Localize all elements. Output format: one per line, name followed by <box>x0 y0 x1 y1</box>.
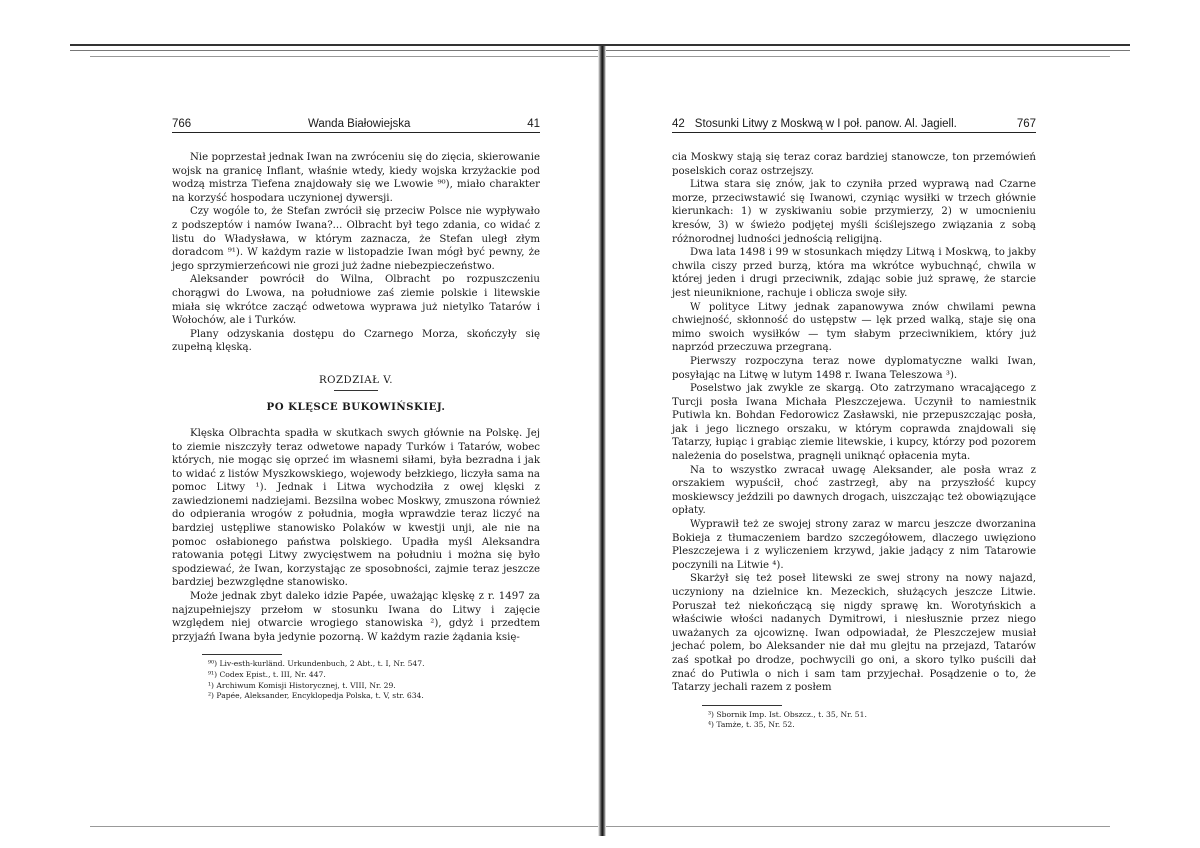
paragraph: Może jednak zbyt daleko idzie Papée, uważając klęskę z r. 1497 za najzupełniejszy przełom w stosunku Iwana do Litwy i zajęcie względem niej otwarcie wrogiego stanowiska ²), gdyż i przedtem przyjaźń Iwana była jedynie pozorną. W każdym razie żądania księ- <box>172 591 540 643</box>
paragraph: Litwa stara się znów, jak to czyniła przed wyprawą nad Czarne morze, przeciwstawić się Iwanowi, czyniąc wysiłki w trzech głównie kierunkach: 1) w zyskiwaniu sobie przymierzy, 2) w umocnieniu kresów, 3) w świeżo podjętej myśli ściślejszego związania z sobą różnorodnej ludności jednością religijną. <box>672 179 1036 245</box>
footnote: ⁴) Tamże, t. 35, Nr. 52. <box>708 720 795 730</box>
right-page-running-title: Stosunki Litwy z Moskwą w I poł. panow. Al. Jagiell. <box>694 118 957 130</box>
footnote: ⁹¹) Codex Epist., t. III, Nr. 447. <box>208 670 326 679</box>
paragraph: cia Moskwy stają się teraz coraz bardziej stanowcze, ton przemówień poselskich coraz ostrzejszy. <box>672 152 1036 177</box>
paragraph: Aleksander powrócił do Wilna, Olbracht po rozpuszczeniu chorągwi do Lwowa, na południowe zaś ziemie polskie i litewskie miała się wkrótce zacząć odwetowa wyprawa już nietylko Tatarów i Wołochów, ale i Turków. <box>172 274 540 327</box>
paragraph: Nie poprzestał jednak Iwan na zwróceniu się do zięcia, skierowanie wojsk na granicę Inflant, właśnie wtedy, kiedy wojska krzyżackie pod wodzą mistrza Tiefena znajdowały się we Lwowie ⁹⁰), miało charakter na korzyść hospodara uczynionej dywersji. <box>172 152 540 204</box>
paragraph: Skarżył się też poseł litewski ze swej strony na nowy najazd, uczyniony na dzielnice kn. Mezeckich, służących jeszcze Litwie. Poruszał też niekończącą się nigdy sprawę kn. Worotyńskich a właściwie włości nadanych Dymitrowi, i niesłusznie przez niego uważanych za ojcowiznę. Iwan odpowiadał, że Pleszczejew musiał jechać polem, bo Aleksander nie dał mu glejtu na przejazd, Tatarów zaś spotkał po drodze, pochwycili go oni, a skoro tylko puścili dał znać do Putiwla o nich i sam tam przyjechał. Posądzenie o to, że Tatarzy jechali razem z posłem <box>672 573 1036 694</box>
left-page-author: Wanda Białowiejska <box>307 118 411 130</box>
left-page-header <box>172 118 540 133</box>
chapter-divider <box>334 390 378 391</box>
right-page <box>672 118 1036 731</box>
paragraph: W polityce Litwy jednak zapanowywa znów chwilami pewna chwiejność, skłonność do ustępstw — lęk przed walką, staje się ona mimo swoich wysiłków — tym słabym przeciwnikiem, który już naprzód przeczuwa przegraną. <box>672 301 1036 354</box>
paragraph: Na to wszystko zwracał uwagę Aleksander, ale posła wraz z orszakiem wypuścił, choć zastrzegł, aby na przyszłość kupcy moskiewscy jeździli po dawnych drogach, uiszczając też obowiązujące opłaty. <box>672 464 1036 517</box>
paragraph: Wyprawił też ze swojej strony zaraz w marcu jeszcze dworzanina Bokieja z tłumaczeniem bardzo szczegółowem, dlaczego uwięziono Pleszczejewa i z wyliczeniem krzywd, jakie jadący z nim Tatarowie poczynili na Litwie ⁴). <box>672 519 1036 571</box>
paragraph: Poselstwo jak zwykle ze skargą. Oto zatrzymano wracającego z Turcji posła Iwana Michała Pleszczejewa. Uczynił to namiestnik Putiwla kn. Bohdan Fedorowicz Zasławski, nie przepuszczając posła, jak i jego licznego orszaku, w którym coprawda znajdowali się Tatarzy, łupiąc i grabiąc ziemie litewskie, i kupcy, którzy pod pozorem należenia do poselstwa, pragnęli uniknąć opłacenia myta. <box>672 383 1036 463</box>
footnote: ²) Papée, Aleksander, Encyklopedja Polska, t. V, str. 634. <box>208 691 424 701</box>
right-page-header <box>672 118 1036 133</box>
footnote-divider <box>702 705 782 706</box>
left-page <box>172 118 540 702</box>
paragraph: Pierwszy rozpoczyna teraz nowe dyplomatyczne walki Iwan, posyłając na Litwę w lutym 1498 r. Iwana Teleszowa ³). <box>672 355 1036 381</box>
right-page-number-inner: 42 <box>672 118 685 130</box>
chapter-heading: ROZDZIAŁ V. <box>318 374 394 386</box>
right-page-number-outer: 767 <box>1016 118 1036 130</box>
footnote: ¹) Archiwum Komisji Historycznej, t. VIII, Nr. 29. <box>208 680 396 690</box>
paragraph: Dwa lata 1498 i 99 w stosunkach między Litwą i Moskwą, to jakby chwila ciszy przed burzą, która ma wkrótce wybuchnąć, chwila w której jeden i drugi przeciwnik, zdając sobie już sprawę, że starcie jest nieuniknione, rachuje i oblicza swoje siły. <box>672 247 1036 299</box>
chapter-subtitle: PO KLĘSCE BUKOWIŃSKIEJ. <box>266 400 446 413</box>
right-footnotes <box>672 710 1036 731</box>
paragraph: Klęska Olbrachta spadła w skutkach swych głównie na Polskę. Jej to ziemie niszczyły teraz odwetowe napady Turków i Tatarów, wobec których, nie mogąc się oprzeć im własnemi siłami, była bezradna i jak to widać z listów Myszkowskiego, wojewody bełzkiego, liczyła sama na pomoc Litwy ¹). Jednak i Litwa wychodziła z owej klęski z zawiedzionemi nadziejami. Bezsilna wobec Moskwy, zmuszona również do odpierania wrogów z południa, mogła wprawdzie teraz liczyć na bardziej ustępliwe stanowisko Polaków w kwestji unji, ale nie na pomoc osłabionego państwa polskiego. Upadła myśl Aleksandra ratowania potęgi Litwy zwycięstwem na południu i można się było spodziewać, że Iwan, korzystając ze sposobności, zajmie teraz jeszcze bardziej bezwzględne stanowisko. <box>172 427 540 589</box>
book-gutter <box>598 46 606 836</box>
paragraph: Plany odzyskania dostępu do Czarnego Morza, skończyły się zupełną klęską. <box>172 328 540 354</box>
left-page-number-outer: 766 <box>172 118 192 130</box>
left-page-number-inner: 41 <box>527 118 540 130</box>
paragraph: Czy wogóle to, że Stefan zwrócił się przeciw Polsce nie wypływało z podszeptów i namów Iwana?... Olbracht był tego zdania, co widać z listu do Władysława, w którym zaznacza, że Stefan uległ złym doradcom ⁹¹). W każdym razie w listopadzie Iwan mógł być pewny, że jego sprzymierzeńcowi nie grozi już żadne niebezpieczeństwo. <box>172 206 540 272</box>
left-footnotes <box>172 659 540 701</box>
footnote-divider <box>202 654 282 655</box>
footnote: ⁹⁰) Liv-esth-kurländ. Urkundenbuch, 2 Abt., t. I, Nr. 547. <box>208 659 425 669</box>
footnote: ³) Sbornik Imp. Ist. Obszcz., t. 35, Nr. 51. <box>708 709 867 719</box>
